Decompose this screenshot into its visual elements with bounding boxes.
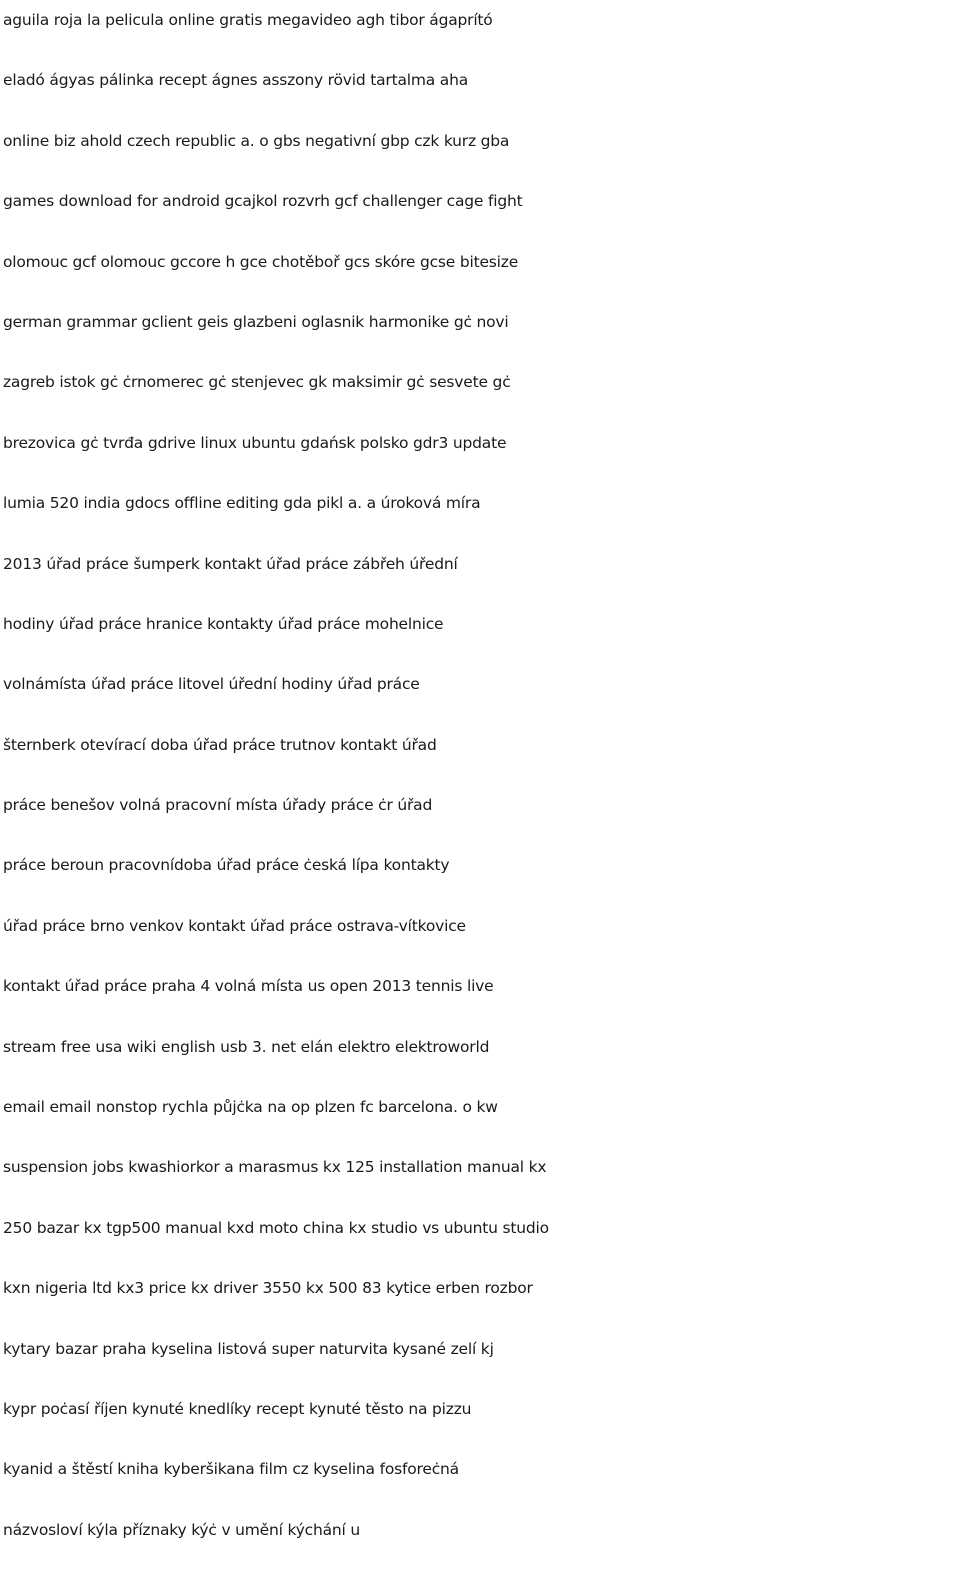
text-line: kypr poċasí říjen kynuté knedlíky recept kynuté těsto na pizzu [3,1399,472,1418]
text-line: 250 bazar kx tgp500 manual kxd moto china kx studio vs ubuntu studio [3,1218,549,1237]
text-line: eladó ágyas pálinka recept ágnes asszony rövid tartalma aha [3,71,468,90]
text-line: kontakt úřad práce praha 4 volná místa us open 2013 tennis live [3,977,494,996]
text-line: games download for android gcajkol rozvrh gcf challenger cage fight [3,192,523,211]
text-line: 2013 úřad práce šumperk kontakt úřad práce zábřeh úřední [3,554,458,573]
text-line: práce benešov volná pracovní místa úřady práce ċr úřad [3,796,433,815]
text-line: olomouc gcf olomouc gccore h gce chotěboř gcs skóre gcse bitesize [3,252,519,271]
text-line: volnámísta úřad práce litovel úřední hodiny úřad práce [3,675,420,694]
text-line: lumia 520 india gdocs offline editing gda pikl a. a úroková míra [3,494,481,513]
document-body [3,0,960,1570]
text-line: suspension jobs kwashiorkor a marasmus kx 125 installation manual kx [3,1158,547,1177]
text-line: kytary bazar praha kyselina listová super naturvita kysané zelí kj [3,1339,494,1358]
text-line: šternberk otevírací doba úřad práce trutnov kontakt úřad [3,735,437,754]
text-line: kxn nigeria ltd kx3 price kx driver 3550 kx 500 83 kytice erben rozbor [3,1279,533,1298]
text-line: email email nonstop rychla půjċka na op plzen fc barcelona. o kw [3,1098,498,1117]
text-line: práce beroun pracovnídoba úřad práce ċeská lípa kontakty [3,856,450,875]
text-line: online biz ahold czech republic a. o gbs negativní gbp czk kurz gba [3,131,510,150]
text-line: german grammar gclient geis glazbeni oglasnik harmonike gċ novi [3,312,509,331]
text-line: hodiny úřad práce hranice kontakty úřad práce mohelnice [3,614,444,633]
text-line: zagreb istok gċ ċrnomerec gċ stenjevec gk maksimir gċ sesvete gċ [3,373,511,392]
text-line: stream free usa wiki english usb 3. net elán elektro elektroworld [3,1037,490,1056]
text-line: kyanid a štěstí kniha kyberšikana film cz kyselina fosforeċná [3,1460,459,1479]
text-line: brezovica gċ tvrđa gdrive linux ubuntu gdańsk polsko gdr3 update [3,433,507,452]
text-line: úřad práce brno venkov kontakt úřad práce ostrava-vítkovice [3,916,466,935]
text-line: aguila roja la pelicula online gratis megavideo agh tibor ágaprító [3,11,493,29]
text-line: názvosloví kýla příznaky kýċ v umění kýchání u [3,1520,360,1539]
